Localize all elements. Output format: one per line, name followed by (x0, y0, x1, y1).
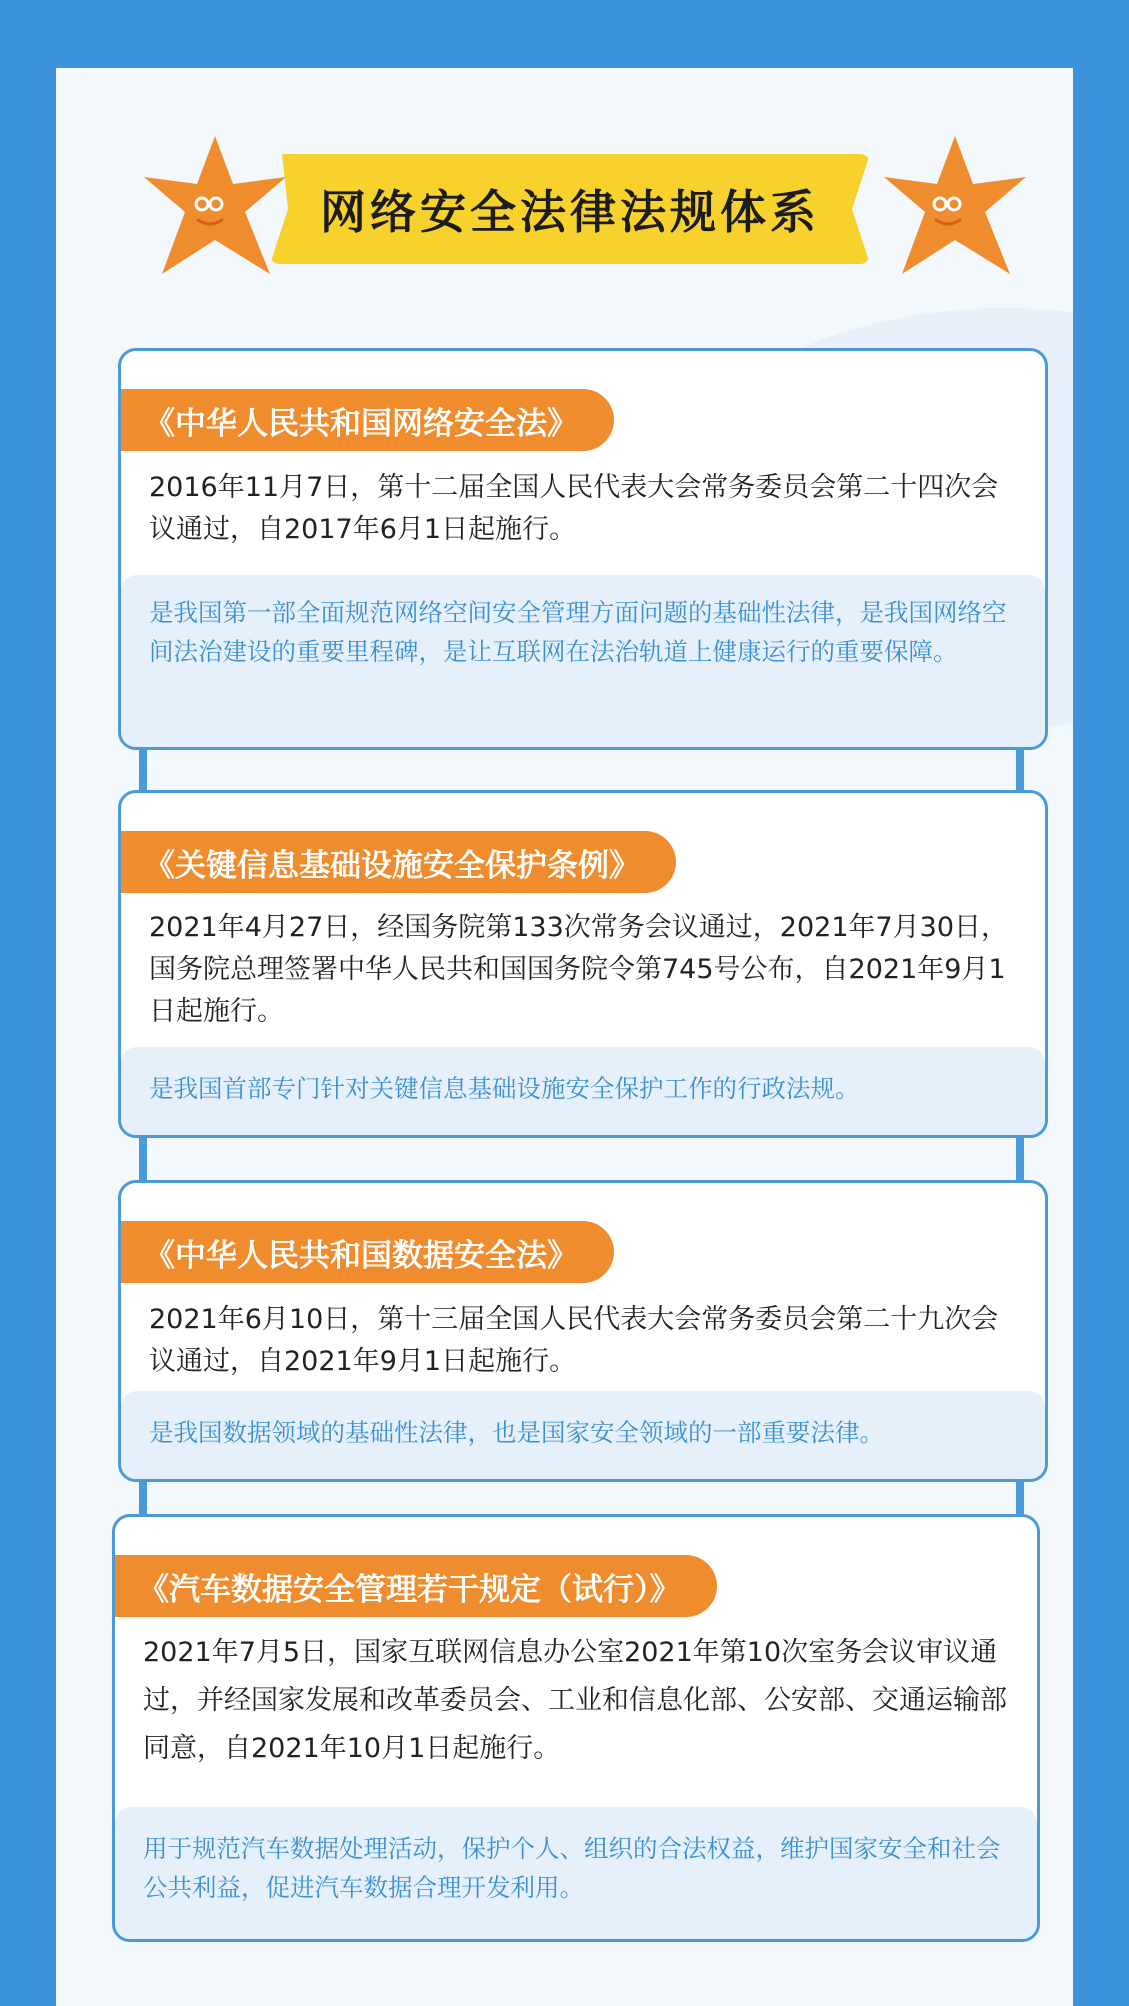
law-card (112, 1514, 1040, 1942)
law-enactment: 2021年4月27日，经国务院第133次常务会议通过，2021年7月30日，国务院总理签署中华人民共和国国务院令第745号公布，自2021年9月1日起施行。 (149, 912, 1009, 1027)
smiling-star-icon (880, 132, 1030, 282)
law-significance: 是我国首部专门针对关键信息基础设施安全保护工作的行政法规。 (121, 1047, 1045, 1135)
law-significance: 是我国数据领域的基础性法律，也是国家安全领域的一部重要法律。 (121, 1391, 1045, 1479)
law-enactment: 2016年11月7日，第十二届全国人民代表大会常务委员会第二十四次会议通过，自2017年6月1日起施行。 (149, 472, 999, 545)
law-title: 《关键信息基础设施安全保护条例》 (118, 831, 676, 893)
law-card (118, 348, 1048, 750)
law-card (118, 790, 1048, 1138)
law-enactment: 2021年7月5日，国家互联网信息办公室2021年第10次室务会议审议通过，并经国家发展和改革委员会、工业和信息化部、公安部、交通运输部同意，自2021年10月1日起施行。 (143, 1637, 1007, 1764)
page-title: 网络安全法律法规体系 (320, 185, 820, 239)
law-title: 《中华人民共和国网络安全法》 (118, 389, 614, 451)
smiling-star-icon (140, 132, 290, 282)
law-card (118, 1180, 1048, 1482)
law-significance: 是我国第一部全面规范网络空间安全管理方面问题的基础性法律，是我国网络空间法治建设的重要里程碑，是让互联网在法治轨道上健康运行的重要保障。 (121, 575, 1045, 747)
law-enactment: 2021年6月10日，第十三届全国人民代表大会常务委员会第二十九次会议通过，自2021年9月1日起施行。 (149, 1304, 999, 1377)
law-title: 《汽车数据安全管理若干规定（试行）》 (112, 1555, 717, 1617)
law-title: 《中华人民共和国数据安全法》 (118, 1221, 614, 1283)
law-significance: 用于规范汽车数据处理活动，保护个人、组织的合法权益，维护国家安全和社会公共利益，促进汽车数据合理开发利用。 (115, 1807, 1037, 1939)
